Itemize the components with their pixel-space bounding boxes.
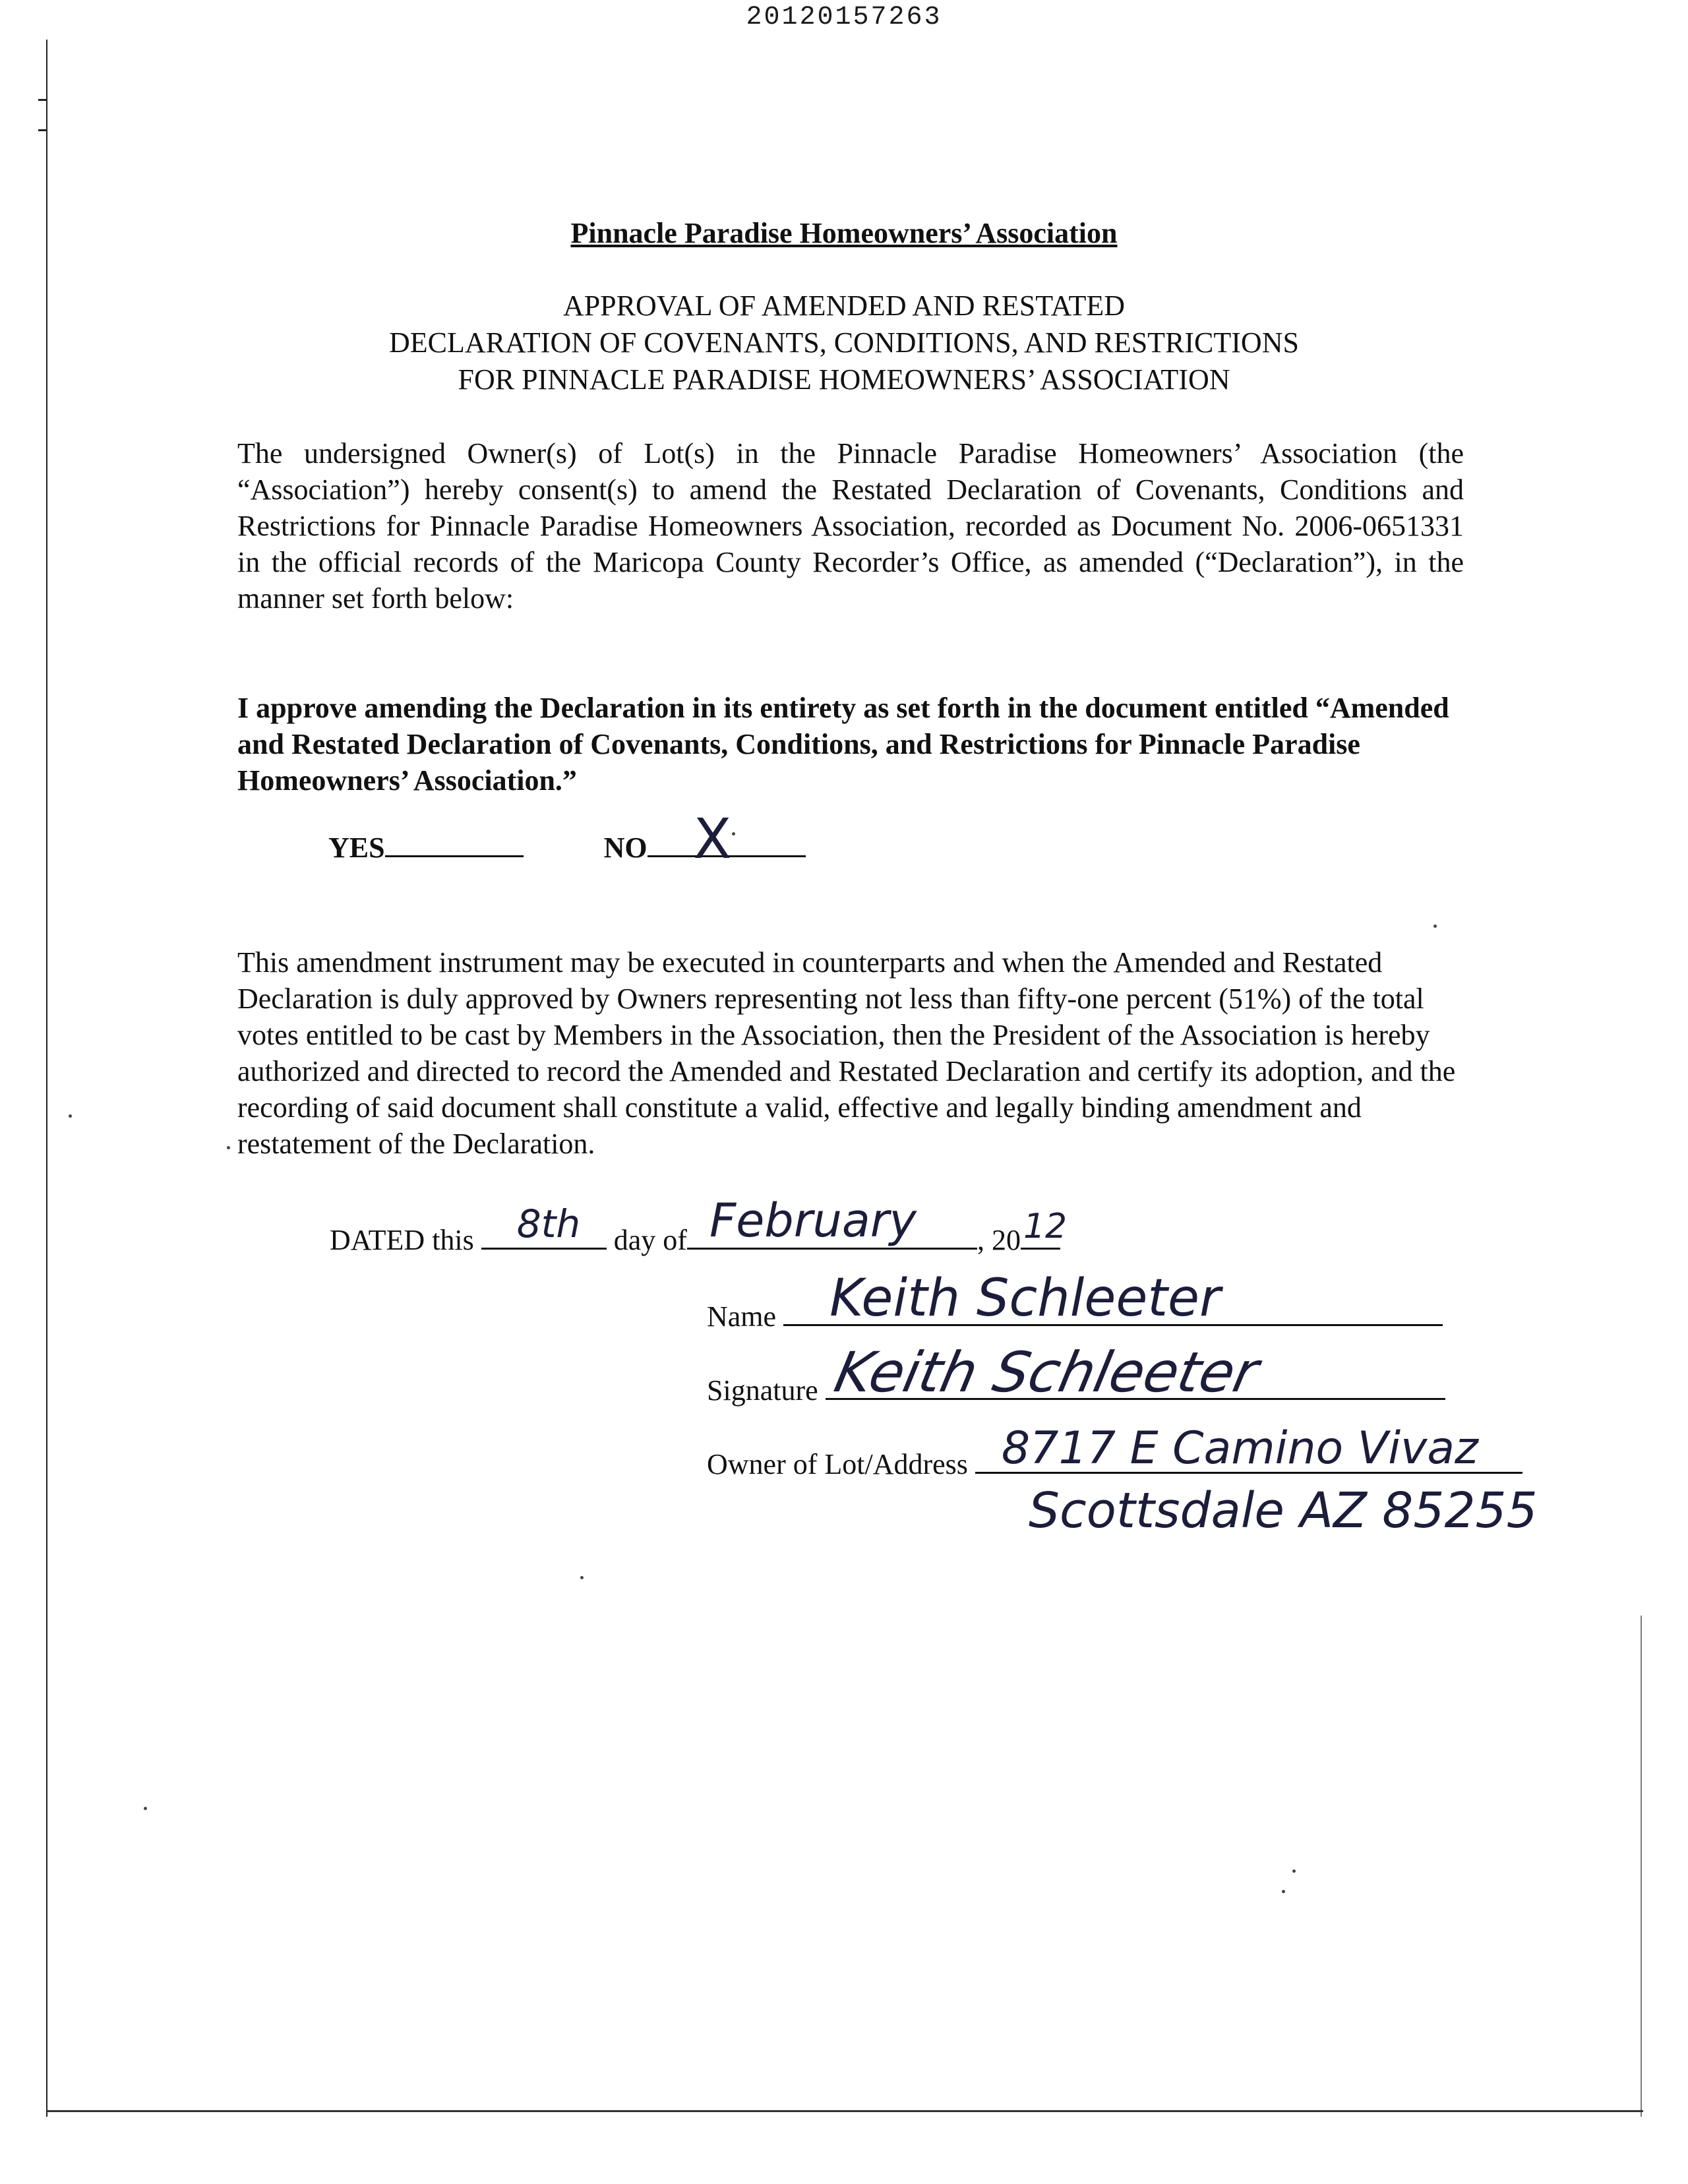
signature-value: Keith Schleeter (829, 1340, 1264, 1405)
year-value: 12 (1023, 1207, 1068, 1246)
scan-speck (732, 832, 735, 835)
document-title (0, 288, 1688, 398)
approval-statement: I approve amending the Declaration in its entirety as set forth in the document entitled “Amended and Restated Declaration of Covenants, Conditions, and Restrictions for Pinnacle Paradise Homeowners’ Association.” (237, 692, 1449, 797)
scan-speck (144, 1807, 147, 1810)
recording-number: 20120157263 (746, 3, 942, 32)
address-line1: 8717 E Camino Vivaz (1001, 1422, 1478, 1474)
margin-tick (38, 129, 47, 131)
no-label: NO (603, 832, 648, 864)
title-line: APPROVAL OF AMENDED AND RESTATED (562, 289, 1126, 322)
month-field[interactable] (687, 1194, 977, 1250)
day-value: 8th (516, 1201, 581, 1246)
day-of-label: day of (613, 1224, 687, 1256)
page-bottom-rule (47, 2110, 1643, 2112)
association-title: Pinnacle Paradise Homeowners’ Association (570, 217, 1118, 249)
right-margin-line (1641, 1616, 1642, 2117)
dated-label: DATED this (330, 1224, 474, 1256)
no-checkbox-line[interactable] (648, 806, 806, 871)
day-field[interactable] (481, 1201, 607, 1250)
address-field[interactable] (975, 1422, 1522, 1474)
address-row (707, 1422, 1522, 1481)
name-label: Name (707, 1300, 777, 1333)
counterparts-paragraph: This amendment instrument may be executed in counterparts and when the Amended and Restated Declaration is duly approved by Owners representing not less than fifty-one percent (51%) of the total votes entitled to be cast by Members in the Association, then the President of the Association is hereby authorized and directed to record the Amended and Restated Declaration and certify its adoption, and the recording of said document shall constitute a valid, effective and legally binding amendment and restatement of the Declaration. (237, 946, 1456, 1160)
year-prefix: , 20 (977, 1224, 1021, 1256)
scan-speck (227, 1146, 230, 1149)
title-line: FOR PINNACLE PARADISE HOMEOWNERS’ ASSOCIATION (458, 363, 1230, 396)
name-field[interactable] (783, 1269, 1443, 1328)
signature-row (707, 1340, 1445, 1407)
name-row (707, 1269, 1443, 1333)
yes-checkbox-line[interactable] (385, 828, 524, 857)
address-label: Owner of Lot/Address (707, 1448, 968, 1480)
dated-row (330, 1194, 1068, 1257)
scan-speck (1282, 1890, 1285, 1893)
name-value: Keith Schleeter (829, 1269, 1221, 1328)
margin-tick (38, 99, 47, 101)
signature-label: Signature (707, 1374, 818, 1407)
scan-speck (1433, 925, 1437, 928)
year-field[interactable] (1021, 1207, 1068, 1250)
month-value: February (709, 1194, 917, 1248)
scan-speck (1292, 1869, 1296, 1873)
scan-speck (580, 1576, 584, 1579)
no-vote-mark: X (693, 806, 732, 871)
yes-label: YES (328, 832, 385, 864)
intro-paragraph: The undersigned Owner(s) of Lot(s) in the Pinnacle Paradise Homeowners’ Association (the “Association”) hereby consent(s) to amend the Restated Declaration of Covenants, Conditions and Restrictions for Pinnacle Paradise Homeowners Association, recorded as Document No. 2006-0651331 in the official records of the Maricopa County Recorder’s Office, as amended (“Declaration”), in the manner set forth below: (237, 437, 1464, 615)
title-line: DECLARATION OF COVENANTS, CONDITIONS, AND RESTRICTIONS (389, 326, 1299, 359)
signature-field[interactable] (826, 1340, 1445, 1405)
address-line2: Scottsdale AZ 85255 (1029, 1482, 1538, 1539)
scan-speck (69, 1114, 72, 1118)
